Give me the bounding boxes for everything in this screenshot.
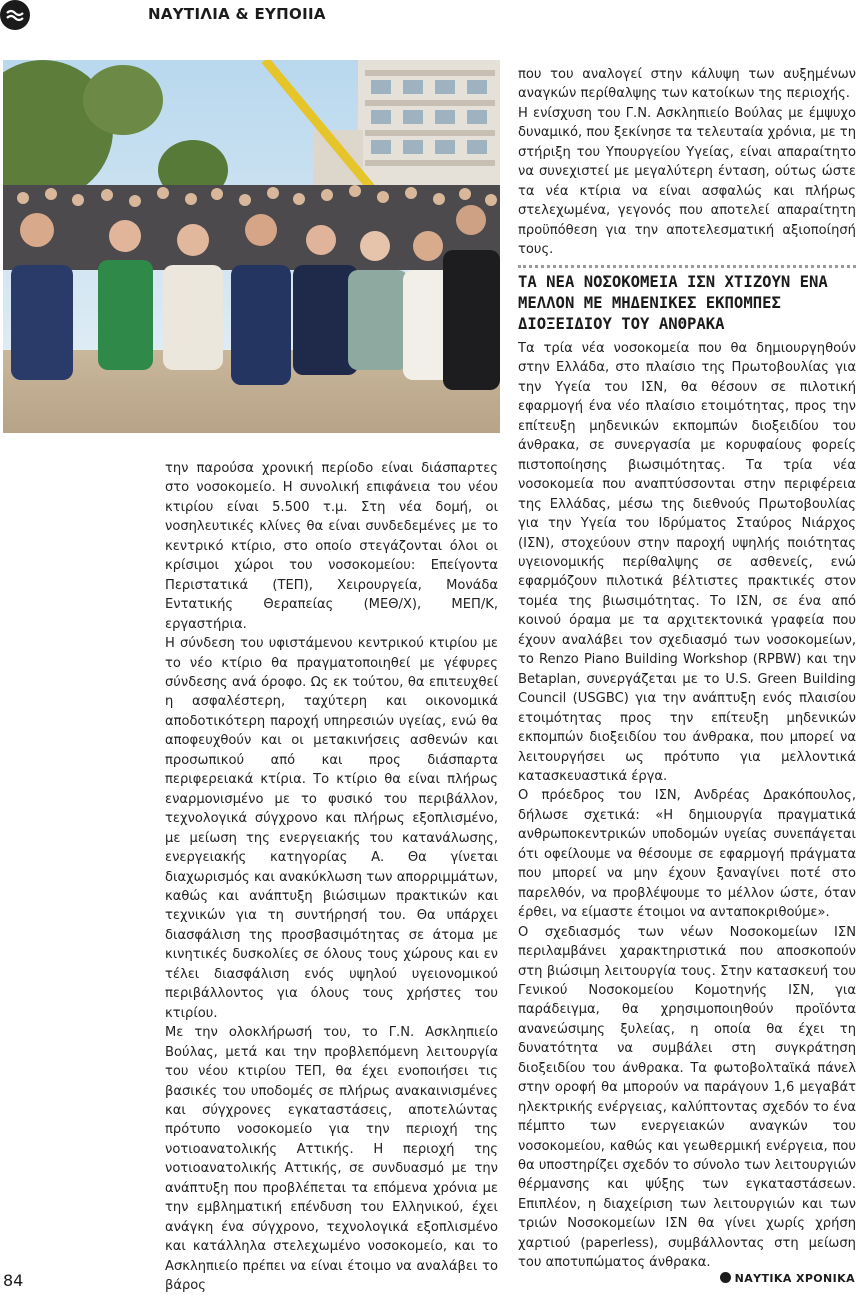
paragraph: την παρούσα χρονική περίοδο είναι διάσπαρτες στο νοσοκομείο. Η συνολική επιφάνεια του νέου κτιρίου είναι 5.500 τ.μ. Στη νέα δομή, οι νοσηλευτικές κλίνες θα είναι συνδεδεμένες με το κεντρικό κτίριο, στο οποίο στεγάζονται όλοι οι κρίσιμοι χώροι του νοσοκομείου: Επείγοντα Περιστατικά (ΤΕΠ), Χειρουργεία, Μονάδα Εντατικής Θεραπείας (ΜΕΘ/Χ), ΜΕΠ/Κ, εργαστήρια. — [165, 461, 498, 632]
brand-name: ΝΑΥΤΙΚΑ ΧΡΟΝΙΚΑ — [734, 1272, 855, 1285]
brand-logo-icon — [720, 1272, 731, 1283]
section-divider — [518, 265, 856, 268]
article-right-column-top — [518, 65, 856, 260]
section-title: ΝΑΥΤΙΛΙΑ & ΕΥΠΟΙΙΑ — [148, 5, 326, 23]
paragraph: Ο σχεδιασμός των νέων Νοσοκομείων ΙΣΝ περιλαμβάνει χαρακτηριστικά που αποσκοπούν στη βιώσιμη λειτουργία τους. Στην κατασκευή του Γενικού Νοσοκομείου Κομοτηνής ΙΣΝ, για παράδειγμα, θα χρησιμοποιηθούν προϊόντα ανανεώσιμης ξυλείας, η οποία θα έχει τη δυνατότητα να συμβάλει στη συγκράτηση διοξειδίου του άνθρακα. Τα φωτοβολταϊκά πάνελ στην οροφή θα μπορούν να παράγουν 1,6 μεγαβάτ ηλεκτρικής ενέργειας, καλύπτοντας σχεδόν το ένα πέμπτο των ενεργειακών αναγκών του νοσοκομείου, καθώς και γεωθερμική ενέργεια, που θα υποστηρίζει σχεδόν το σύνολο των λειτουργιών θέρμανσης και ψύξης των εγκαταστάσεων. Επιπλέον, η διαχείριση των λειτουργιών και των τριών Νοσοκομείων ΙΣΝ θα γίνει χωρίς χρήση χαρτιού (paperless), συμβάλλοντας στη μείωση του αποτυπώματος άνθρακα. — [518, 924, 856, 1271]
page-number: 84 — [3, 1271, 24, 1290]
paragraph: Ο πρόεδρος του ΙΣΝ, Ανδρέας Δρακόπουλος, δήλωσε σχετικά: «Η δημιουργία πραγματικά ανθρωποκεντρικών υποδομών υγείας συνεπάγεται ότι οφείλουμε να θέσουμε σε εφαρμογή πράγματα που μπορεί να μην έχουν ξαναγίνει ποτέ στο παρελθόν, να προβλέψουμε το μέλλον ώστε, όταν έρθει, να είμαστε έτοιμοι να ανταποκριθούμε». — [518, 788, 856, 921]
paragraph: Η σύνδεση του υφιστάμενου κεντρικού κτιρίου με το νέο κτίριο θα πραγματοποιηθεί με γέφυρες σύνδεσης ανά όροφο. Ως εκ τούτου, θα επιτευχθεί η ασφαλέστερη, ταχύτερη και οικονομικά αποδοτικότερη παροχή υπηρεσιών υγείας, ενώ θα αποφευχθούν και οι μετακινήσεις ασθενών και προσωπικού από και προς διάσπαρτα περιφερειακά κτίρια. Το κτίριο θα είναι πλήρως εναρμονισμένο με το φυσικό του περιβάλλον, τεχνολογικά σύγχρονο και πλήρως εξοπλισμένο, με μείωση της ενεργειακής του κατανάλωσης, ενεργειακής κατηγορίας Α. Θα γίνεται διαχωρισμός και ανακύκλωση των απορριμμάτων, καθώς και ανάπτυξη βιώσιμων πρακτικών και τεχνικών για τη συντήρησή του. Θα υπάρχει διασφάλιση της προσβασιμότητας σε άτομα με κινητικές δυσκολίες σε όλους τους χώρους και εν τέλει διασφάλιση ενός υψηλού υγειονομικού περιβάλλοντος για όλους τους χρήστες του κτιρίου. — [165, 636, 498, 1021]
event-audience-photo — [3, 60, 500, 433]
ship-wave-logo-icon — [0, 0, 30, 30]
article-right-column — [518, 339, 856, 1273]
paragraph: Η ενίσχυση του Γ.Ν. Ασκληπιείο Βούλας με έμψυχο δυναμικό, που ξεκίνησε τα τελευταία χρόνια, με τη στήριξη του Υπουργείου Υγείας, είναι απαραίτητο να συνεχιστεί με μεγαλύτερη ένταση, ούτως ώστε τα νέα κτίρια να είναι ασφαλώς και πλήρως στελεχωμένα, γεγονός που αποτελεί απαραίτητη προϋπόθεση για την αποτελεσματική αξιοποίησή τους. — [518, 105, 856, 258]
footer-brand — [720, 1272, 855, 1285]
paragraph: Τα τρία νέα νοσοκομεία που θα δημιουργηθούν στην Ελλάδα, στο πλαίσιο της Πρωτοβουλίας για την Υγεία του ΙΣΝ, θα θέσουν σε πιλοτική εφαρμογή ένα νέο πλαίσιο ετοιμότητας, προς την επίτευξη μηδενικών εκπομπών διοξειδίου του άνθρακα, σε συνεργασία με κορυφαίους φορείς πιστοποίησης βιωσιμότητας. Τα τρία νέα νοσοκομεία που αναπτύσσονται στην περιφέρεια της Ελλάδας, μέσω της διεθνούς Πρωτοβουλίας για την Υγεία του Ιδρύματος Σταύρος Νιάρχος (ΙΣΝ), στοχεύουν στην παροχή υψηλής ποιότητας υγειονομικής περίθαλψης σε ασθενείς, ενώ εφαρμόζουν πιλοτικά βέλτιστες πρακτικές στον τομέα της βιωσιμότητας. Το ΙΣΝ, σε ένα από κοινού όραμα με τα αρχιτεκτονικά γραφεία που έχουν αναλάβει τον σχεδιασμό των νοσοκομείων, το Renzo Piano Building Workshop (RPBW) και την Betaplan, συνεργάζεται με το U.S. Green Building Council (USGBC) για την ανάπτυξη ενός πλαισίου ετοιμότητας προς την επίτευξη μηδενικών εκπομπών διοξειδίου του άνθρακα, που μπορεί να λειτουργήσει ως πρότυπο για μελλοντικά κατασκευαστικά έργα. — [518, 341, 856, 784]
article-left-column — [165, 459, 498, 1295]
section-heading: ΤΑ ΝΕΑ ΝΟΣΟΚΟΜΕΙΑ ΙΣΝ ΧΤΙΖΟΥΝ ΕΝΑ ΜΕΛΛΟΝ ΜΕ ΜΗΔΕΝΙΚΕΣ ΕΚΠΟΜΠΕΣ ΔΙΟΞΕΙΔΙΟΥ ΤΟΥ ΑΝΘΡΑΚΑ — [518, 273, 828, 333]
paragraph: που του αναλογεί στην κάλυψη των αυξημένων αναγκών περίθαλψης των κατοίκων της περιοχής. — [518, 67, 856, 102]
paragraph: Με την ολοκλήρωσή του, το Γ.Ν. Ασκληπιείο Βούλας, μετά και την προβλεπόμενη λειτουργία του νέου κτιρίου ΤΕΠ, θα έχει ενοποιήσει τις βασικές του υποδομές σε πλήρως ανακαινισμένες και σύγχρονες εγκαταστάσεις, αποτελώντας πρότυπο νοσοκομείο για την περιοχή της νοτιοανατολικής Αττικής. Η περιοχή της νοτιοανατολικής Αττικής, σε συνδυασμό με την ανάπτυξη που προβλέπεται τα επόμενα χρόνια με την εμβληματική επένδυση του Ελληνικού, έχει ανάγκη ένα σύγχρονο, τεχνολογικά εξοπλισμένο και κατάλληλα στελεχωμένο νοσοκομείο, και το Ασκληπιείο πρέπει να είναι έτοιμο να αναλάβει το βάρος — [165, 1025, 498, 1294]
